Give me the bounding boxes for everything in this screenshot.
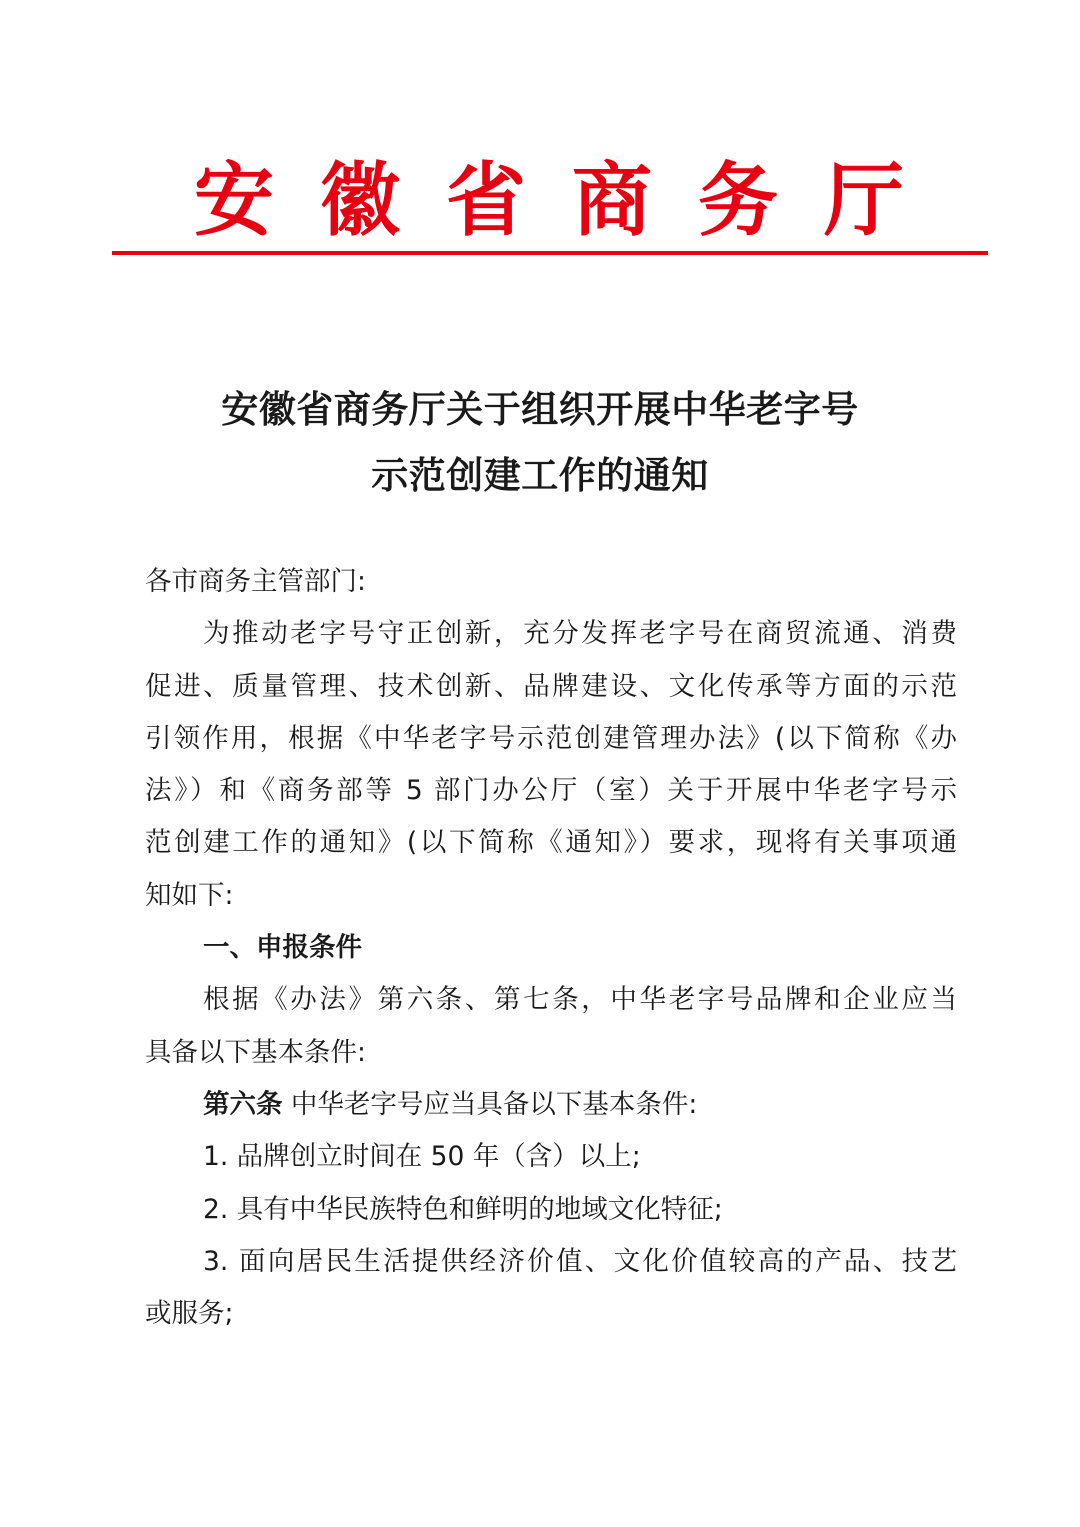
document-body [145, 556, 957, 1340]
intro-line: 促进、质量管理、技术创新、品牌建设、文化传承等方面的示范 [145, 670, 957, 702]
article-6-line [145, 1079, 957, 1131]
salutation: 各市商务主管部门: [145, 566, 366, 597]
article-6-text: 中华老字号应当具备以下基本条件: [282, 1088, 698, 1120]
masthead-char: 厅 [824, 153, 904, 247]
article-6-label: 第六条 [203, 1088, 283, 1120]
masthead [112, 150, 988, 250]
masthead-char: 务 [698, 153, 778, 247]
document-title-line-2: 示范创建工作的通知 [371, 453, 709, 497]
section-paragraph-line: 根据《办法》第六条、第七条，中华老字号品牌和企业应当 [203, 984, 957, 1016]
section-paragraph-line: 具备以下基本条件: [145, 1036, 366, 1068]
intro-line: 法》）和《商务部等 5 部门办公厅（室）关于开展中华老字号示 [145, 775, 957, 807]
document-title-line-1: 安徽省商务厅关于组织开展中华老字号 [221, 387, 859, 431]
masthead-char: 安 [194, 153, 274, 247]
intro-line: 范创建工作的通知》(以下简称《通知》）要求，现将有关事项通 [145, 827, 957, 859]
condition-item-continuation: 或服务; [145, 1298, 234, 1330]
intro-line: 知如下: [145, 879, 234, 911]
masthead-char: 徽 [320, 153, 400, 247]
masthead-char: 省 [446, 153, 526, 247]
intro-line: 为推动老字号守正创新，充分发挥老字号在商贸流通、消费 [203, 618, 957, 650]
condition-item: 3. 面向居民生活提供经济价值、文化价值较高的产品、技艺 [203, 1245, 957, 1277]
intro-line: 引领作用，根据《中华老字号示范创建管理办法》(以下简称《办 [145, 722, 957, 754]
condition-item: 2. 具有中华民族特色和鲜明的地域文化特征; [203, 1193, 723, 1225]
section-heading: 一、申报条件 [203, 932, 362, 964]
masthead-char: 商 [572, 153, 652, 247]
red-divider-line [112, 251, 988, 255]
condition-item: 1. 品牌创立时间在 50 年（含）以上; [203, 1141, 641, 1173]
